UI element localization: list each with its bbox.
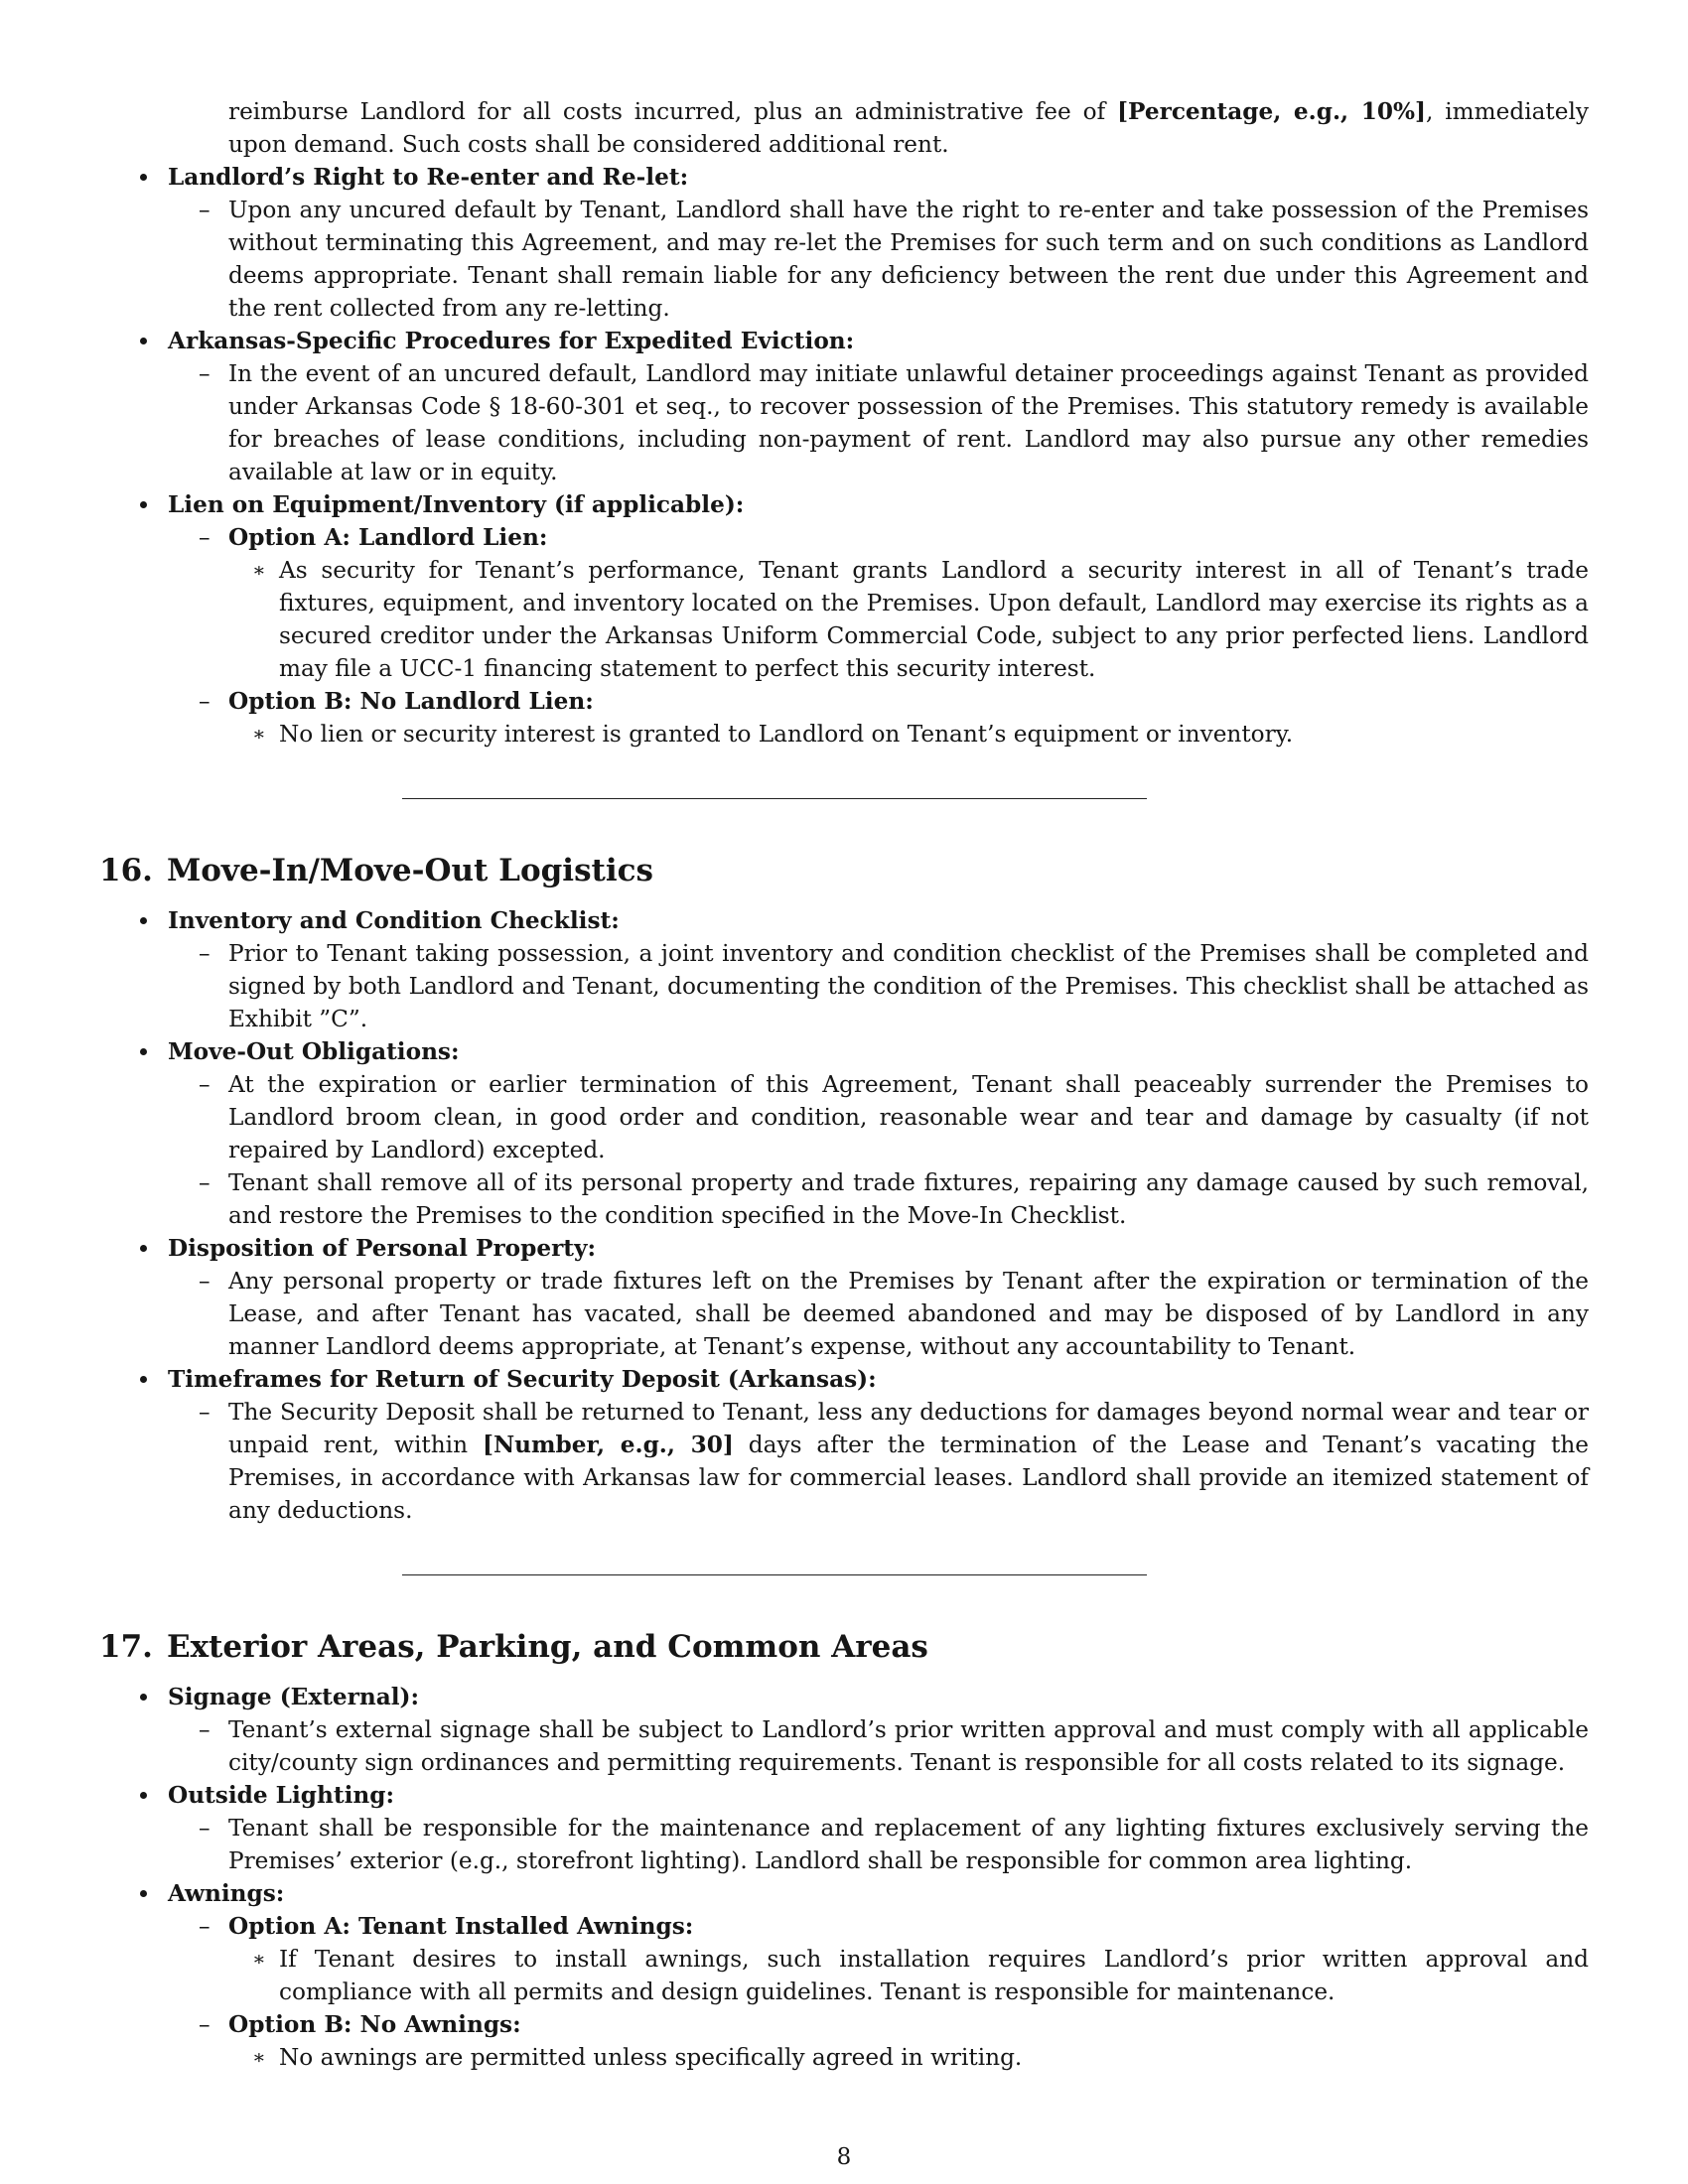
item-heading: Landlord’s Right to Re-enter and Re-let: (168, 164, 689, 191)
page-number: 8 (836, 2144, 852, 2170)
option-text: No lien or security interest is granted to Landlord on Tenant’s equipment or inventory. (279, 721, 1294, 748)
asterisk-marker: ∗ (252, 2045, 266, 2069)
item-heading: Awnings: (168, 1880, 285, 1907)
dash-marker: – (199, 688, 211, 715)
option-text: As security for Tenant’s performance, Tenant grants Landlord a security interest in all of Tenant’s trade fixtures, equipment, and inventory located on the Premises. Upon default, Landlord may exercise its rights as a secured creditor under the Arkansas Uniform Commercial Code, subject to any prior perfected liens. Landlord may file a UCC-1 financing statement to perfect this security interest. (279, 557, 1589, 682)
bullet-marker (140, 1363, 147, 1396)
sub-item-text: At the expiration or earlier termination of this Agreement, Tenant shall peaceably surrender the Premises to Landlord broom clean, in good order and condition, reasonable wear and tear and damage by casualty (if not repaired by Landlord) excepted. (228, 1071, 1589, 1163)
item-heading: Arkansas-Specific Procedures for Expedited Eviction: (168, 328, 855, 354)
awnings-option-a-text (252, 1943, 1589, 2008)
dash-marker: – (199, 1268, 211, 1295)
section-number: 17. (99, 1629, 153, 1665)
list-item-signage (168, 1681, 1589, 1713)
option-label: Option A: Landlord Lien: (228, 524, 548, 551)
list-item-inventory (168, 904, 1589, 937)
sub-item-eviction (199, 357, 1589, 488)
list-item-eviction (168, 325, 1589, 357)
bullet-marker (140, 161, 147, 194)
continuation-text-before: reimburse Landlord for all costs incurred, plus an administrative fee of (228, 98, 1118, 125)
item-heading: Inventory and Condition Checklist: (168, 907, 620, 934)
item-heading: Move-Out Obligations: (168, 1038, 460, 1065)
lien-option-a (199, 521, 1589, 554)
bullet-marker (140, 1232, 147, 1265)
section-17-title (99, 1627, 1589, 1667)
percentage-placeholder: [Percentage, e.g., 10%] (1117, 98, 1426, 125)
list-item-disposition (168, 1232, 1589, 1265)
lien-option-b (199, 685, 1589, 718)
sub-item-deposit (199, 1396, 1590, 1527)
continuation-paragraph (228, 95, 1589, 161)
asterisk-marker: ∗ (252, 1947, 266, 1971)
bullet-marker (140, 1035, 147, 1068)
section-title-text: Exterior Areas, Parking, and Common Areas (166, 1629, 928, 1665)
bullet-marker (140, 1877, 147, 1910)
sub-item-text: In the event of an uncured default, Landlord may initiate unlawful detainer proceedings against Tenant as provided under Arkansas Code § 18-60-301 et seq., to recover possession of the Premises. This statutory remedy is available for breaches of lease conditions, including non-payment of rent. Landlord may also pursue any other remedies available at law or in equity. (228, 360, 1589, 485)
days-placeholder: [Number, e.g., 30] (482, 1432, 734, 1458)
option-text: If Tenant desires to install awnings, such installation requires Landlord’s prior written approval and compliance with all permits and design guidelines. Tenant is responsible for maintenance. (279, 1946, 1589, 2005)
dash-marker: – (199, 197, 211, 223)
dash-marker: – (199, 524, 211, 551)
sub-item-reenter (199, 194, 1589, 325)
dash-marker: – (199, 1716, 211, 1743)
deposit-text-after: days after the termination of the Lease and Tenant’s vacating the Premises, in accordance with Arkansas law for commercial leases. Landlord shall provide an itemized statement of any deductions. (228, 1432, 1590, 1524)
awnings-option-b-text (252, 2041, 1589, 2074)
bullet-marker (140, 904, 147, 937)
sub-item-disposition (199, 1265, 1589, 1363)
bullet-marker (140, 1681, 147, 1713)
continuation-text-after: , immediately upon demand. Such costs shall be considered additional rent. (228, 98, 1589, 158)
sub-item-text: Tenant shall remove all of its personal property and trade fixtures, repairing any damage caused by such removal, and restore the Premises to the condition specified in the Move-In Checklist. (228, 1169, 1589, 1229)
asterisk-marker: ∗ (252, 558, 266, 582)
section-number: 16. (99, 853, 153, 888)
dash-marker: – (199, 1399, 211, 1426)
dash-marker: – (199, 360, 211, 387)
sub-item-moveout-2 (199, 1166, 1589, 1232)
sub-item-moveout-1 (199, 1068, 1589, 1166)
page-content (99, 95, 1589, 2074)
sub-item-text: Any personal property or trade fixtures left on the Premises by Tenant after the expiration or termination of the Lease, and after Tenant has vacated, shall be deemed abandoned and may be disposed of by Landlord in any manner Landlord deems appropriate, at Tenant’s expense, without any accountability to Tenant. (228, 1268, 1589, 1360)
section-16-title (99, 851, 1589, 890)
section-divider (402, 798, 1147, 799)
option-label: Option B: No Landlord Lien: (228, 688, 594, 715)
item-heading: Timeframes for Return of Security Deposit (Arkansas): (168, 1366, 877, 1393)
dash-marker: – (199, 1071, 211, 1098)
section-title-text: Move-In/Move-Out Logistics (166, 853, 653, 888)
lien-option-b-text (252, 718, 1589, 751)
list-item-moveout (168, 1035, 1589, 1068)
option-label: Option B: No Awnings: (228, 2011, 521, 2038)
sub-item-lighting (199, 1812, 1589, 1877)
item-heading: Outside Lighting: (168, 1782, 395, 1809)
sub-item-text: Tenant shall be responsible for the maintenance and replacement of any lighting fixtures exclusively serving the Premises’ exterior (e.g., storefront lighting). Landlord shall be responsible for common area lighting. (228, 1815, 1589, 1874)
sub-item-text: Prior to Tenant taking possession, a joint inventory and condition checklist of the Premises shall be completed and signed by both Landlord and Tenant, documenting the condition of the Premises. This checklist shall be attached as Exhibit ”C”. (228, 940, 1589, 1032)
list-item-reenter (168, 161, 1589, 194)
bullet-marker (140, 488, 147, 521)
option-text: No awnings are permitted unless specifically agreed in writing. (279, 2044, 1023, 2071)
list-item-awnings (168, 1877, 1589, 1910)
list-item-lien (168, 488, 1589, 521)
awnings-option-a (199, 1910, 1589, 1943)
item-heading: Signage (External): (168, 1684, 420, 1710)
sub-item-signage (199, 1713, 1589, 1779)
list-item-deposit (168, 1363, 1589, 1396)
sub-item-inventory (199, 937, 1589, 1035)
list-item-lighting (168, 1779, 1589, 1812)
dash-marker: – (199, 1913, 211, 1940)
dash-marker: – (199, 1169, 211, 1196)
sub-item-text: Upon any uncured default by Tenant, Landlord shall have the right to re-enter and take possession of the Premises without terminating this Agreement, and may re-let the Premises for such term and on such conditions as Landlord deems appropriate. Tenant shall remain liable for any deficiency between the rent due under this Agreement and the rent collected from any re-letting. (228, 197, 1589, 322)
deposit-text-before: The Security Deposit shall be returned to Tenant, less any deductions for damages beyond normal wear and tear or unpaid rent, within (228, 1399, 1589, 1458)
item-heading: Lien on Equipment/Inventory (if applicable): (168, 491, 745, 518)
bullet-marker (140, 1779, 147, 1812)
option-label: Option A: Tenant Installed Awnings: (228, 1913, 694, 1940)
dash-marker: – (199, 940, 211, 967)
awnings-option-b (199, 2008, 1589, 2041)
sub-item-text: Tenant’s external signage shall be subject to Landlord’s prior written approval and must comply with all applicable city/county sign ordinances and permitting requirements. Tenant is responsible for all costs related to its signage. (228, 1716, 1589, 1776)
section-divider (402, 1574, 1147, 1575)
asterisk-marker: ∗ (252, 722, 266, 746)
dash-marker: – (199, 2011, 211, 2038)
dash-marker: – (199, 1815, 211, 1842)
bullet-marker (140, 325, 147, 357)
lien-option-a-text (252, 554, 1589, 685)
item-heading: Disposition of Personal Property: (168, 1235, 597, 1262)
